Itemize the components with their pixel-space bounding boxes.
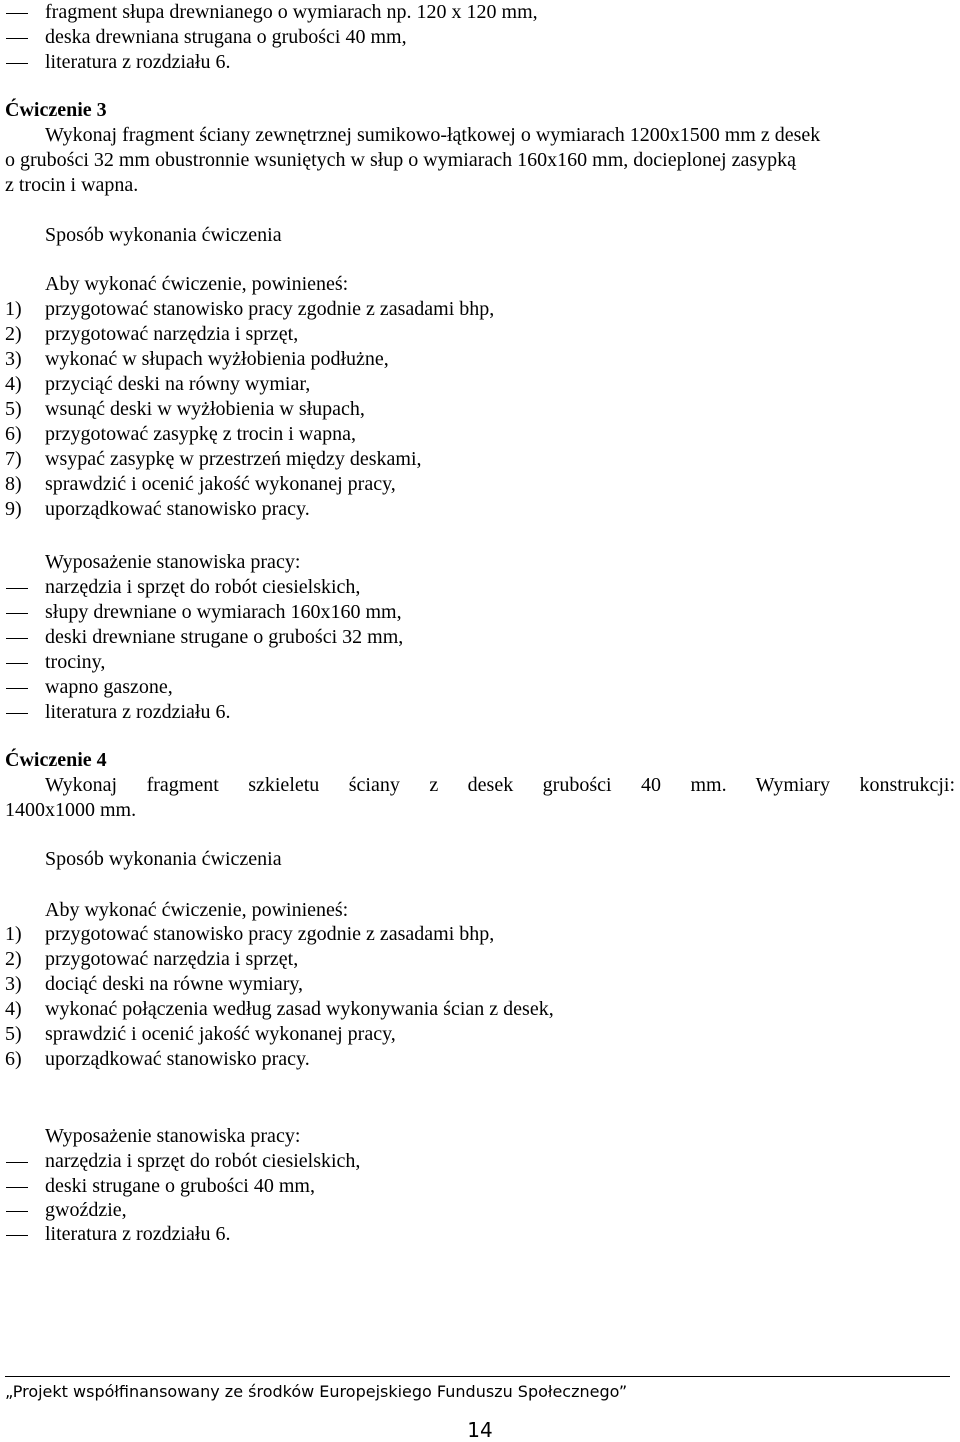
exercise-3-title: Ćwiczenie 3: [5, 99, 107, 121]
steps-intro: Aby wykonać ćwiczenie, powinieneś:: [45, 273, 349, 295]
method-heading: Sposób wykonania ćwiczenia: [45, 224, 282, 246]
exercise-4-description: 1400x1000 mm.: [5, 799, 137, 821]
equipment-heading: Wyposażenie stanowiska pracy:: [45, 1125, 301, 1147]
footer-divider: [5, 1376, 950, 1377]
document-page: fragment słupa drewnianego o wymiarach np. 120 x 120 mm, deska drewniana strugana o grubości 40 mm, literatura z rozdziału 6. Ćwiczenie 3 Wykonaj fragment ściany zewnętrznej sumikowo-łątkowej o wymiarach 1200x1500 mm z desek o grubości 32 mm obustronnie wsuniętych w słup o wymiarach 160x160 mm, docieplonej zasypką z trocin i wapna. Sposób wykonania ćwiczenia Aby wykonać ćwiczenie, powinieneś: 1) przygotować stanowisko pracy zgodnie z zasadami bhp, 2) przygotować narzędzia i sprzęt, 3) wykonać w słupach wyżłobienia podłużne, 4) przyciąć deski na równy wymiar, 5) wsunąć deski w wyżłobienia w słupach, 6) przygotować zasypkę z trocin i wapna, 7) wsypać zasypkę w przestrzeń między deskami, 8) sprawdzić i ocenić jakość wykonanej pracy, 9) uporządkować stanowisko pracy. Wyposażenie stanowiska pracy: narzędzia i sprzęt do robót ciesielskich, słupy drewniane o wymiarach 160x160 mm, deski drewniane strugane o grubości 32 mm, trociny, wapno gaszone, literatura z rozdziału 6. Ćwiczenie 4 Wykonaj fragment szkieletu ściany z desek grubości 40 mm. Wymiary konstrukcji: 1400x1000 mm. Sposób wykonania ćwiczenia Aby wykonać ćwiczenie, powinieneś: 1) przygotować stanowisko pracy zgodnie z zasadami bhp, 2) przygotować narzędzia i sprzęt, 3) dociąć deski na równe wymiary, 4) wykonać połączenia według zasad wykonywania ścian z desek, 5) sprawdzić i ocenić jakość wykonanej pracy, 6) uporządkować stanowisko pracy. Wyposażenie stanowiska pracy: narzędzia i sprzęt do robót ciesielskich, deski strugane o grubości 40 mm, gwoździe, literatura z rozdziału 6. „Projekt współfinansowany ze środków Europejskiego Funduszu Społecznego” 14: [0, 0, 960, 1442]
exercise-3-description: Wykonaj fragment ściany zewnętrznej sumikowo-łątkowej o wymiarach 1200x1500 mm z desek: [45, 124, 821, 146]
steps-intro: Aby wykonać ćwiczenie, powinieneś:: [45, 899, 349, 921]
exercise-4-description: Wykonaj fragment szkieletu ściany z desek grubości 40 mm. Wymiary konstrukcji:: [45, 774, 955, 796]
footer-text: „Projekt współfinansowany ze środków Europejskiego Funduszu Społecznego”: [5, 1382, 628, 1401]
equipment-heading: Wyposażenie stanowiska pracy:: [45, 551, 301, 573]
exercise-4-title: Ćwiczenie 4: [5, 749, 107, 771]
page-number: 14: [467, 1418, 493, 1442]
method-heading: Sposób wykonania ćwiczenia: [45, 848, 282, 870]
exercise-3-description: z trocin i wapna.: [5, 174, 139, 196]
exercise-3-description: o grubości 32 mm obustronnie wsuniętych w słup o wymiarach 160x160 mm, docieplonej zasypką: [5, 149, 796, 171]
